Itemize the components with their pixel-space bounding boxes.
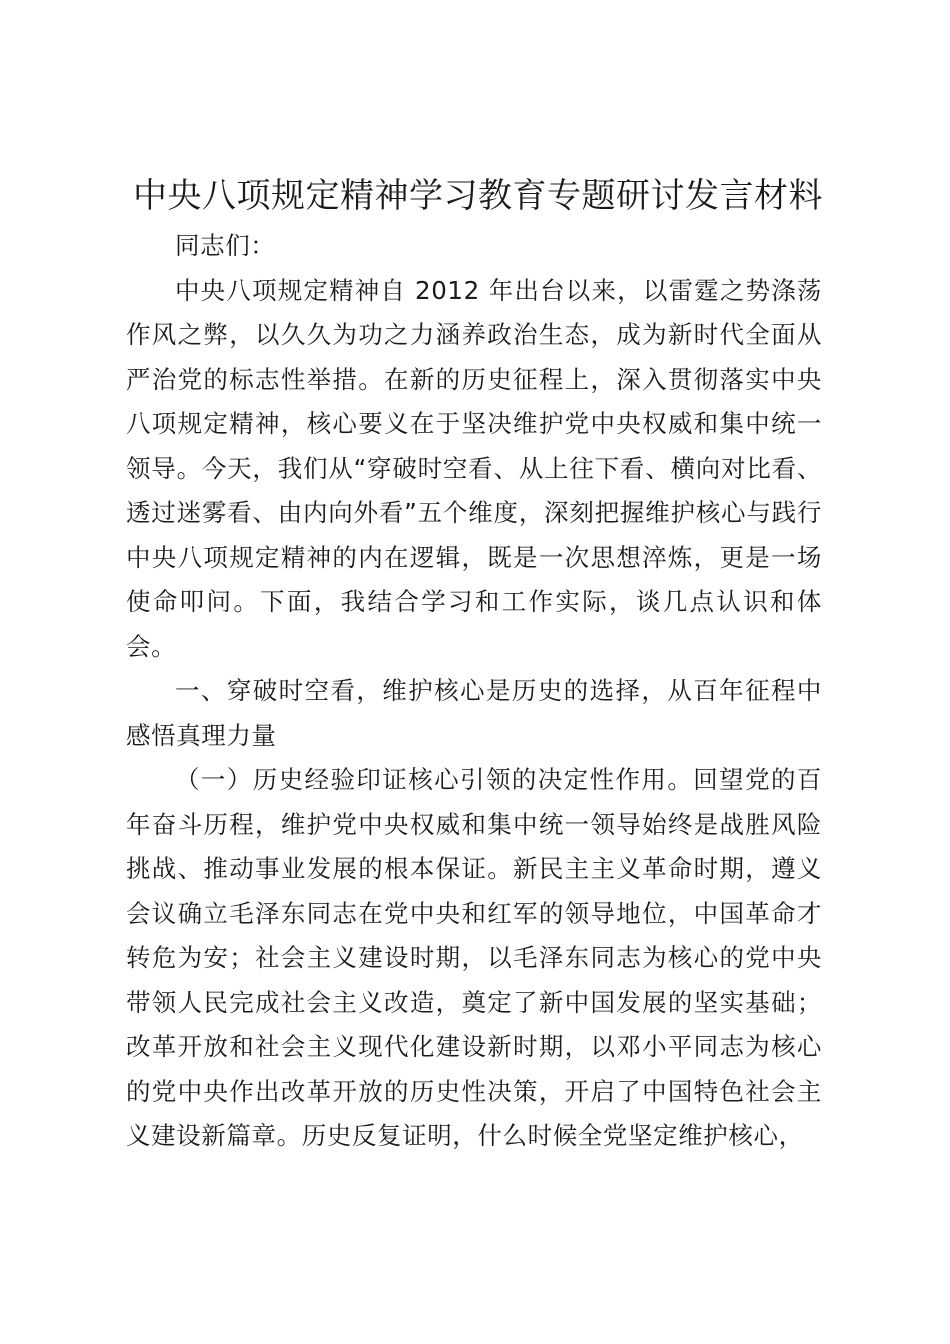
- document-body: [126, 224, 822, 1159]
- section-heading-1: 一、穿破时空看，维护核心是历史的选择，从百年征程中感悟真理力量: [126, 676, 822, 750]
- paragraph-1-1: （一）历史经验印证核心引领的决定性作用。回望党的百年奋斗历程，维护党中央权威和集中统一领导始终是战胜风险挑战、推动事业发展的根本保证。新民主主义革命时期，遵义会议确立毛泽东同志在党中央和红军的领导地位，中国革命才转危为安；社会主义建设时期，以毛泽东同志为核心的党中央带领人民完成社会主义改造，奠定了新中国发展的坚实基础；改革开放和社会主义现代化建设新时期，以邓小平同志为核心的党中央作出改革开放的历史性决策，开启了中国特色社会主义建设新篇章。历史反复证明，什么时候全党坚定维护核心，: [126, 765, 822, 1150]
- salutation: 同志们：: [175, 231, 276, 260]
- document-title: 中央八项规定精神学习教育专题研讨发言材料: [133, 176, 823, 216]
- paragraph-intro: 中央八项规定精神自 2012 年出台以来，以雷霆之势涤荡作风之弊，以久久为功之力涵养政治生态，成为新时代全面从严治党的标志性举措。在新的历史征程上，深入贯彻落实中央八项规定精神，核心要义在于坚决维护党中央权威和集中统一领导。今天，我们从“穿破时空看、从上往下看、横向对比看、透过迷雾看、由内向外看”五个维度，深刻把握维护核心与践行中央八项规定精神的内在逻辑，既是一次思想淬炼，更是一场使命叩问。下面，我结合学习和工作实际，谈几点认识和体会。: [126, 275, 822, 661]
